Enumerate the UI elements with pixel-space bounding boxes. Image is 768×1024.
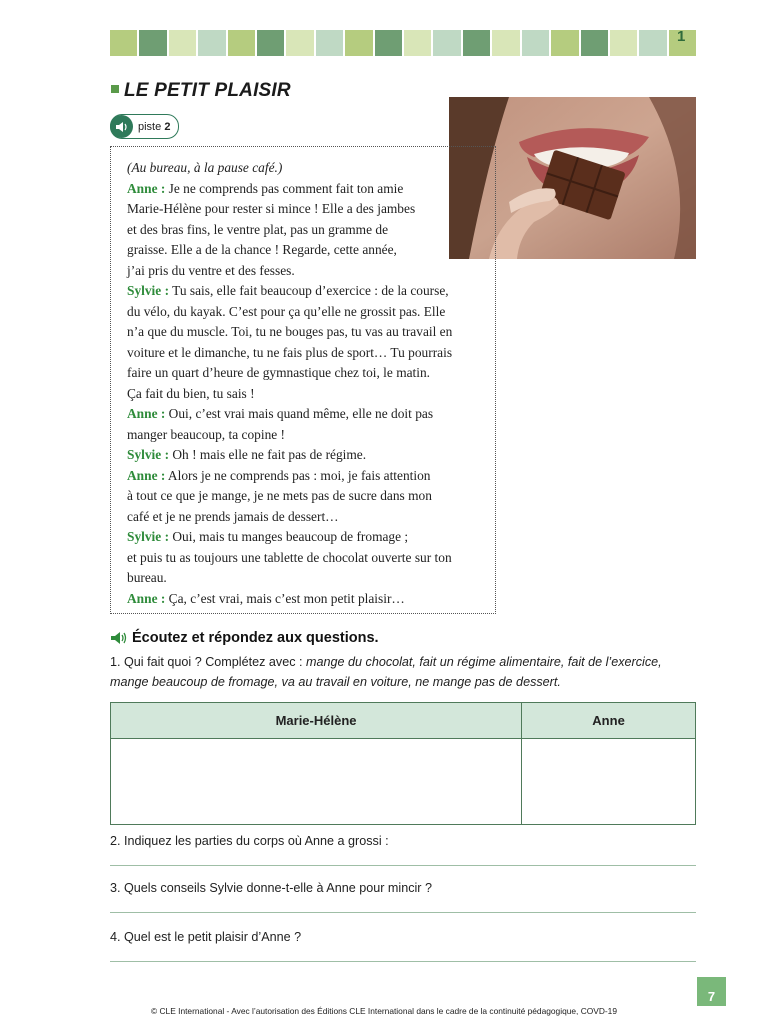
answer-cell-marie-helene[interactable]: [111, 739, 522, 825]
dialogue-line: [127, 527, 487, 548]
speaker-name: Anne :: [127, 406, 166, 421]
dialogue-text-span: j’ai pris du ventre et des fesses.: [127, 262, 295, 278]
band-square: [610, 30, 637, 56]
dialogue-text-span: Ça, c’est vrai, mais c’est mon petit plaisir…: [165, 590, 405, 606]
dialogue-text-span: Alors je ne comprends pas : moi, je fais attention: [165, 467, 431, 483]
dialogue-text-span: Oh ! mais elle ne fait pas de régime.: [169, 447, 367, 462]
audio-track-button[interactable]: [110, 114, 179, 139]
column-header-marie-helene: Marie-Hélène: [111, 703, 522, 739]
dialogue-text-span: faire un quart d’heure de gymnastique chez toi, le matin.: [127, 365, 431, 380]
band-square: [139, 30, 166, 56]
dialogue-text-span: et des bras fins, le ventre plat, pas un gramme de: [127, 221, 389, 237]
answer-table: [110, 702, 696, 825]
dialogue-text-span: Marie-Hélène pour rester si mince ! Elle a des jambes: [127, 201, 416, 216]
dialogue-line: [127, 466, 487, 487]
dialogue-box: [110, 146, 496, 614]
band-square: [433, 30, 460, 56]
dialogue-text-span: (Au bureau, à la pause café.): [127, 160, 283, 175]
copyright-footer: © CLE International - Avec l’autorisation des Éditions CLE International dans le cadre de la continuité pédagogique, COVD-19: [151, 1006, 617, 1016]
dialogue-line: [127, 179, 487, 200]
answer-cell-anne[interactable]: [522, 739, 696, 825]
speaker-name: Anne :: [127, 467, 166, 483]
page-number: 7: [697, 977, 726, 1006]
dialogue-line: [127, 281, 487, 302]
dialogue-line: [127, 240, 487, 261]
band-square: [522, 30, 549, 56]
dialogue-text-span: Oui, mais tu manges beaucoup de fromage ;: [169, 529, 409, 544]
question-4: 4. Quel est le petit plaisir d’Anne ?: [110, 930, 302, 944]
band-square: [345, 30, 372, 56]
speaker-name: Sylvie :: [127, 447, 170, 462]
dialogue-text-span: à tout ce que je mange, je ne mets pas de sucre dans mon: [127, 488, 432, 503]
dialogue-line: [127, 589, 487, 610]
dialogue-line: [127, 548, 487, 569]
question-2: 2. Indiquez les parties du corps où Anne a grossi :: [110, 834, 389, 848]
band-square: [492, 30, 519, 56]
speaker-icon: [110, 115, 133, 138]
dialogue-text-span: graisse. Elle a de la chance ! Regarde, cette année,: [127, 242, 397, 257]
dialogue-line: [127, 199, 487, 220]
question-3: 3. Quels conseils Sylvie donne-t-elle à Anne pour mincir ?: [110, 881, 433, 895]
band-square: [228, 30, 255, 56]
section-title: [111, 80, 291, 102]
header-color-band: [110, 30, 696, 56]
band-square: [551, 30, 578, 56]
dialogue-text-span: manger beaucoup, ta copine !: [127, 426, 286, 442]
speaker-name: Sylvie :: [127, 283, 170, 298]
dialogue-line: [127, 363, 487, 384]
answer-line[interactable]: [110, 912, 696, 913]
column-header-anne: Anne: [522, 703, 696, 739]
square-bullet-icon: [111, 85, 119, 93]
band-square: [375, 30, 402, 56]
speaker-name: Anne :: [127, 180, 166, 196]
dialogue-line: [127, 261, 487, 282]
dialogue-text-span: du vélo, du kayak. C’est pour ça qu’elle ne grossit pas. Elle: [127, 303, 446, 319]
dialogue-line: [127, 445, 487, 466]
dialogue-line: [127, 486, 487, 507]
band-square: [581, 30, 608, 56]
dialogue-text-span: café et je ne prends jamais de dessert…: [127, 508, 339, 524]
dialogue-line: [127, 384, 487, 405]
track-label: piste 2: [138, 120, 171, 133]
dialogue-text-span: n’a que du muscle. Toi, tu ne bouges pas, tu vas au travail en: [127, 324, 453, 339]
band-square: [639, 30, 666, 56]
dialogue-text-span: Tu sais, elle fait beaucoup d’exercice : de la course,: [169, 283, 449, 298]
dialogue-text-span: Ça fait du bien, tu sais !: [127, 385, 255, 401]
dialogue-text-span: et puis tu as toujours une tablette de chocolat ouverte sur ton: [127, 549, 452, 565]
dialogue-text-span: voiture et le dimanche, tu ne fais plus de sport… Tu pourrais: [127, 344, 453, 360]
speaker-name: Anne :: [127, 590, 166, 606]
answer-line[interactable]: [110, 865, 696, 866]
questions-heading: [110, 630, 379, 646]
question-1-items: mange du chocolat, fait un régime alimentaire, fait de l’exercice, mange beaucoup de fromage, va au travail en voiture, ne mange pas de dessert.: [110, 655, 662, 689]
dialogue-line: [127, 568, 487, 589]
band-square: [404, 30, 431, 56]
band-square: [110, 30, 137, 56]
dialogue-line: [127, 158, 487, 179]
band-square: [169, 30, 196, 56]
speaker-icon: [110, 631, 128, 645]
dialogue-line: [127, 404, 487, 425]
section-title-text: LE PETIT PLAISIR: [124, 80, 291, 101]
questions-heading-text: Écoutez et répondez aux questions.: [132, 630, 379, 646]
dialogue-text-span: Je ne comprends pas comment fait ton amie: [165, 180, 404, 196]
dialogue-text: [127, 158, 487, 609]
dialogue-text-span: bureau.: [127, 570, 167, 585]
unit-number: 1: [677, 28, 686, 45]
answer-line[interactable]: [110, 961, 696, 962]
band-square: [198, 30, 225, 56]
dialogue-line: [127, 302, 487, 323]
dialogue-line: [127, 507, 487, 528]
band-square: [257, 30, 284, 56]
band-square: [463, 30, 490, 56]
band-square: [316, 30, 343, 56]
dialogue-line: [127, 322, 487, 343]
dialogue-line: [127, 220, 487, 241]
dialogue-line: [127, 425, 487, 446]
question-1: 1. Qui fait quoi ? Complétez avec : mange du chocolat, fait un régime alimentaire, fait de l’exercice, mange beaucoup de fromage, va au travail en voiture, ne mange pas de dessert.: [110, 655, 662, 689]
band-square: [286, 30, 313, 56]
speaker-name: Sylvie :: [127, 529, 170, 544]
dialogue-line: [127, 343, 487, 364]
dialogue-text-span: Oui, c’est vrai mais quand même, elle ne doit pas: [165, 406, 434, 421]
